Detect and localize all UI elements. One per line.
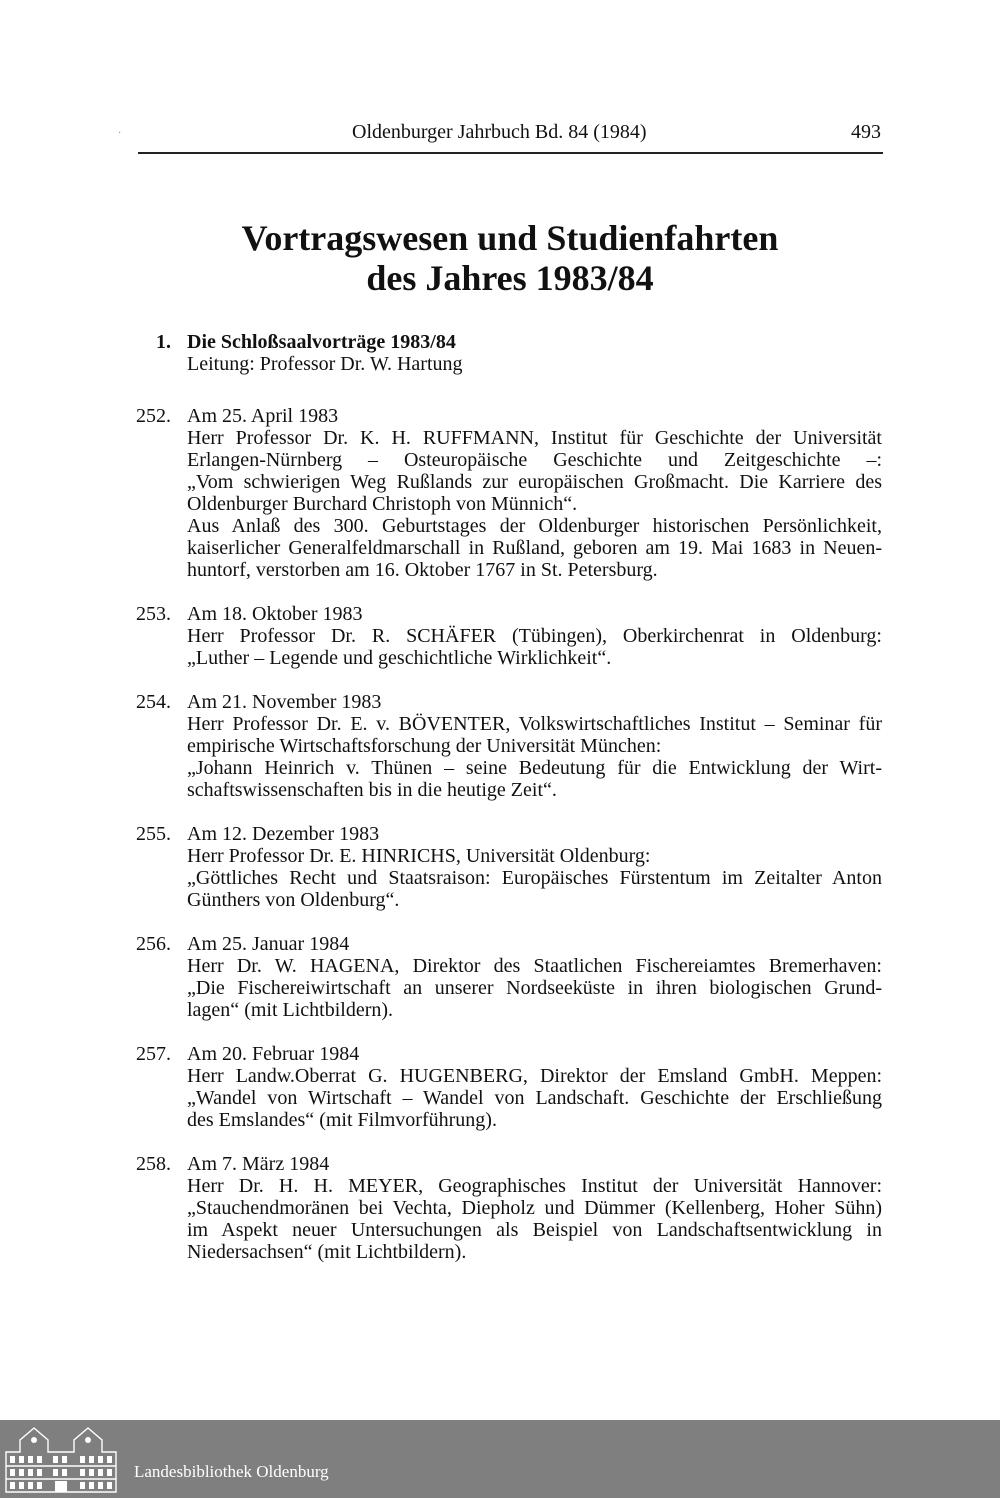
entry-line: Oldenburger Burchard Christoph von Münnich“.	[187, 493, 578, 515]
section-1	[140, 331, 880, 375]
section-heading: Die Schloßsaalvorträge 1983/84	[187, 331, 456, 353]
entry-line: Herr Landw.Oberrat G. HUGENBERG, Direktor der Emsland GmbH. Meppen:	[187, 1065, 882, 1087]
lecture-entry-258	[136, 1153, 882, 1263]
entry-line: Am 7. März 1984	[187, 1153, 330, 1175]
running-title: Oldenburger Jahrbuch Bd. 84 (1984)	[352, 121, 647, 143]
entry-line: Am 21. November 1983	[187, 691, 382, 713]
entry-line: Am 25. Januar 1984	[187, 933, 350, 955]
entry-line: „Stauchendmoränen bei Vechta, Diepholz und Dümmer (Kellenberg, Hoher Sühn)	[187, 1197, 882, 1219]
entry-line: des Emslandes“ (mit Filmvorführung).	[187, 1109, 497, 1131]
entry-line: Herr Professor Dr. E. v. BÖVENTER, Volkswirtschaftliches Institut – Seminar für	[187, 713, 882, 735]
lecture-entry-252	[136, 405, 882, 581]
entry-line: lagen“ (mit Lichtbildern).	[187, 999, 394, 1021]
entry-line: „Vom schwierigen Weg Rußlands zur europäischen Großmacht. Die Karriere des	[187, 471, 882, 493]
page-number: 493	[851, 121, 881, 143]
entry-number: 254.	[136, 691, 171, 713]
entry-line: „Johann Heinrich v. Thünen – seine Bedeutung für die Entwicklung der Wirt-	[187, 757, 882, 779]
entry-line: kaiserlicher Generalfeldmarschall in Rußland, geboren am 19. Mai 1683 in Neuen-	[187, 537, 882, 559]
entry-line: schaftswissenschaften bis in die heutige Zeit“.	[187, 779, 557, 801]
entry-line: „Wandel von Wirtschaft – Wandel von Landschaft. Geschichte der Erschließung	[187, 1087, 882, 1109]
entry-number: 256.	[136, 933, 171, 955]
entry-line: empirische Wirtschaftsforschung der Universität München:	[187, 735, 662, 757]
lecture-entry-253	[136, 603, 882, 669]
entry-number: 257.	[136, 1043, 171, 1065]
entry-line: Herr Professor Dr. R. SCHÄFER (Tübingen), Oberkirchenrat in Oldenburg:	[187, 625, 882, 647]
page-title-line-2: des Jahres 1983/84	[366, 258, 654, 298]
scan-mark: ·	[118, 128, 122, 139]
lecture-entry-254	[136, 691, 882, 801]
entry-line: im Aspekt neuer Untersuchungen als Beispiel von Landschaftsentwicklung in	[187, 1219, 882, 1241]
entry-number: 255.	[136, 823, 171, 845]
entry-line: Am 20. Februar 1984	[187, 1043, 360, 1065]
page-title-line-1: Vortragswesen und Studienfahrten	[241, 218, 779, 258]
entry-line: Herr Professor Dr. K. H. RUFFMANN, Institut für Geschichte der Universität	[187, 427, 882, 449]
entry-line: „Luther – Legende und geschichtliche Wirklichkeit“.	[187, 647, 612, 669]
lecture-entry-255	[136, 823, 882, 911]
entry-line: huntorf, verstorben am 16. Oktober 1767 in St. Petersburg.	[187, 559, 658, 581]
entry-line: Am 25. April 1983	[187, 405, 339, 427]
entry-line: Niedersachsen“ (mit Lichtbildern).	[187, 1241, 467, 1263]
running-header	[138, 118, 883, 154]
entry-line: Erlangen-Nürnberg – Osteuropäische Geschichte und Zeitgeschichte –:	[187, 449, 882, 471]
library-building-icon	[0, 1422, 122, 1496]
lecture-list	[136, 405, 882, 1285]
entry-line: Aus Anlaß des 300. Geburtstages der Oldenburger historischen Persönlichkeit,	[187, 515, 882, 537]
library-name: Landesbibliothek Oldenburg	[134, 1462, 329, 1481]
entry-line: „Die Fischereiwirtschaft an unserer Nordseeküste in ihren biologischen Grund-	[187, 977, 882, 999]
entry-line: „Göttliches Recht und Staatsraison: Europäisches Fürstentum im Zeitalter Anton	[187, 867, 882, 889]
entry-line: Günthers von Oldenburg“.	[187, 889, 400, 911]
entry-line: Herr Professor Dr. E. HINRICHS, Universität Oldenburg:	[187, 845, 651, 867]
section-lead: Leitung: Professor Dr. W. Hartung	[187, 353, 463, 375]
library-footer	[0, 1420, 1000, 1498]
entry-line: Am 18. Oktober 1983	[187, 603, 363, 625]
entry-line: Herr Dr. H. H. MEYER, Geographisches Institut der Universität Hannover:	[187, 1175, 882, 1197]
lecture-entry-257	[136, 1043, 882, 1131]
entry-line: Herr Dr. W. HAGENA, Direktor des Staatlichen Fischereiamtes Bremerhaven:	[187, 955, 882, 977]
entry-line: Am 12. Dezember 1983	[187, 823, 380, 845]
entry-number: 253.	[136, 603, 171, 625]
section-number: 1.	[156, 331, 171, 353]
lecture-entry-256	[136, 933, 882, 1021]
page-title	[140, 218, 880, 298]
entry-number: 258.	[136, 1153, 171, 1175]
entry-number: 252.	[136, 405, 171, 427]
